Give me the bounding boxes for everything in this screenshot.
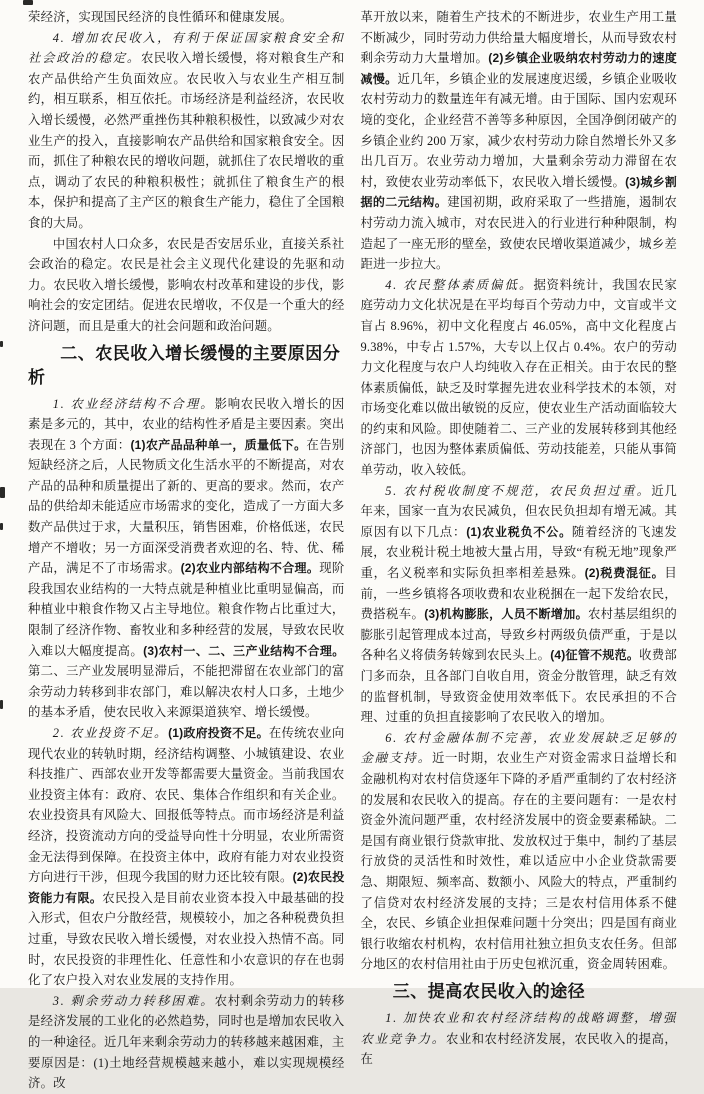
body-text: 收费部门多而杂，且各部门自收自用，资金分散管理，缺乏有效的监督机制，导致资金使用效率低下。农民承担的不合理、过重的负担直接影响了农民收入的增加。 — [360, 648, 677, 725]
paragraph — [361, 1008, 678, 1070]
point-lead-sentence: 2. 农业投资不足。 — [52, 726, 169, 740]
paragraph — [28, 234, 345, 337]
subpoint-title: (1)政府投资不足。 — [168, 726, 269, 740]
subpoint-title: (3)机构膨胀，人员不断增加。 — [424, 607, 588, 622]
column-left — [28, 7, 345, 1091]
body-text: 农村剩余劳动力的转移是经济发展的工业化的必然趋势，同时也是增加农民收入的一种途径。近几年来剩余劳动力的转移越来越困难，主要原因是：(1)土地经营规模越来越小，难以实现规模经济。改 — [28, 993, 345, 1091]
subpoint-title: (2)乡镇企业吸纳农村劳动力的速度减慢。 — [360, 51, 677, 86]
subpoint-title: (4)征管不规范。 — [550, 648, 640, 663]
paragraph — [28, 991, 345, 1094]
scan-artifact — [0, 341, 3, 347]
paragraph-continuation — [361, 7, 678, 275]
body-text: 目前，一些乡镇将各项收费和农业税捆在一起下发给农民，费搭税车。 — [360, 566, 677, 622]
scan-artifact — [0, 700, 3, 709]
paragraph — [361, 728, 678, 975]
body-text: 农民投入是目前农业资本投入中最基础的投入形式，但农户分散经营，规模较小，加之各种税费负担过重，导致农民收入增长缓慢，对农业投入热情不高。同时，农民投资的非理性化、任意性和小农意识的存在也弱化了农户投入对农业发展的支持作用。 — [28, 890, 345, 988]
subpoint-title: (3)城乡割据的二元结构。 — [360, 174, 678, 210]
scan-artifact — [23, 0, 33, 5]
scan-artifact — [0, 523, 3, 530]
section-heading: 三、提高农民收入的途径 — [392, 981, 586, 1001]
body-text: 建国初期，政府采取了一些措施，遏制农村劳动力流入城市，对农民进入的行业进行种种限制，构造起了一座无形的壁垒，致使农民增收渠道减少，城乡差距进一步拉大。 — [360, 195, 677, 272]
paragraph — [28, 723, 345, 991]
body-text: 荣经济，实现国民经济的良性循环和健康发展。 — [28, 10, 293, 24]
subpoint-title: (2)税费混征。 — [584, 566, 665, 581]
subpoint-title: (2)农民投资能力有限。 — [28, 870, 345, 905]
point-lead-sentence: 1. 加快农业和农村经济结构的战略调整，增强农业竞争力。 — [360, 1010, 677, 1046]
subpoint-title: (1)农业税负不公。 — [466, 524, 572, 539]
body-text: 农村基层组织的膨胀引起管理成本过高，导致乡村两级负债严重，于是以各种名义将债务转嫁到农民头上。 — [360, 607, 678, 663]
point-lead-sentence: 4. 增加农民收入，有利于保证国家粮食安全和社会政治的稳定。 — [28, 30, 345, 66]
body-text: 农民收入增长缓慢，将对粮食生产和农产品供给产生负面效应。农民收入与农业生产相互制约，相互联系，相互依托。市场经济是利益经济，农民收入增长缓慢，必然严重挫伤其种粮积极性，以致减少对农业生产的投入，直接影响农产品供给和国家粮食安全。因而，抓住了种粮农民的增收问题，就抓住了农民增收的重点，调动了农民的种粮积极性；就抓住了粮食生产的根本，保护和提高了主产区的粮食生产能力，稳住了全国粮食的大局。 — [28, 51, 345, 230]
point-lead-sentence: 6. 农村金融体制不完善，农业发展缺乏足够的金融支持。 — [360, 730, 677, 766]
body-text: 农业和农村经济发展，农民收入的提高，在 — [360, 1031, 677, 1067]
body-text: 近几年，乡镇企业的发展速度迟缓，乡镇企业吸收农村劳动力的数量连年有减无增。由于国际、国内宏观环境的变化，企业经营不善等多种原因，全国净倒闭破产的乡镇企业约 200 万家，减少农村劳动力除自然增长外又多出几百万。农业劳动力增加，大量剩余劳动力滞留在农村，致使农业劳动率低下，农民收入增长缓慢。 — [360, 71, 677, 189]
point-lead-sentence: 3. 剩余劳动力转移困难。 — [52, 993, 215, 1008]
body-text: 革开放以来，随着生产技术的不断进步，农业生产用工量不断减少，同时劳动力供给量大幅度增长，从而导致农村剩余劳动力大量增加。 — [360, 10, 677, 66]
subpoint-title: (2)农业内部结构不合理。 — [180, 561, 320, 576]
body-text: 近一时期，农业生产对资金需求日益增长和金融机构对农村信贷逐年下降的矛盾严重制约了农村经济的发展和农民收入的提高。存在的主要问题有：一是农村资金外流问题严重，农村经济发展中的资金要素稀缺。二是国有商业银行贷款审批、发放权过于集中，制约了基层行放贷的灵活性和时效性，难以适应中小企业贷款需要急、期限短、频率高、数额小、风险大的特点，严重制约了信贷对农村经济发展的支持；三是农村信用体系不健全，农民、乡镇企业担保难问题十分突出；四是国有商业银行收缩农村机构，农村信用社独立担负支农任务。但部分地区的农村信用社由于历史包袱沉重，资金周转困难。 — [360, 751, 677, 972]
body-text: 随着经济的飞速发展，农业税计税土地被大量占用，导致“有税无地”现象严重，名义税率和实际负担率相差悬殊。 — [360, 524, 678, 581]
body-text: 现阶段我国农业结构的一大特点就是种植业比重明显偏高，而种植业中粮食作物又占主导地位。粮食作物占比重过大，限制了经济作物、畜牧业和多种经营的发展，导致农民收入难以大幅度提高。 — [28, 561, 345, 658]
paragraph — [361, 481, 678, 728]
paragraph — [28, 28, 345, 234]
subpoint-title: (1)农产品品种单一，质量低下。 — [130, 437, 307, 452]
scan-artifact — [0, 487, 5, 498]
paragraph — [28, 394, 345, 724]
body-text: 据资料统计，我国农民家庭劳动力文化状况是在平均每百个劳动力中，文盲或半文盲占 8.96%，初中文化程度占 46.05%，高中文化程度占 9.38%，中专占 1.57%，大专以上仅占 0.4%。农户的劳动力文化程度与农户人均纯收入存在正相关。由于农民的整体素质偏低，缺乏及时掌握先进农业科学技术的本领，对市场变化难以做出敏锐的反应，使农业生产活动面临较大的约束和风险。即使随着二、三产业的发展转移到其他经济部门，也因为整体素质偏低、劳动技能差，只能从事简单劳动，收入较低。 — [360, 277, 677, 478]
subpoint-title: (3)农村一、二、三产业结构不合理。 — [143, 643, 345, 658]
body-text: 在传统农业向现代农业的转轨时期，经济结构调整、小城镇建设、农业科技推广、西部农业开发等都需要大量资金。当前我国农业投资主体有：政府、农民、集体合作组织和有关企业。农业投资具有风险大、回报低等特点。而市场经济是利益经济，投资流动方向的受益导向性十分明显，农业所需资金无法得到保障。在投资主体中，政府有能力对农业投资方向进行干涉，但现今我国的财力还比较有限。 — [28, 726, 345, 885]
body-text: 影响农民收入增长的因素是多元的，其中，农业的结构性矛盾是主要因素。突出表现在 3 个方面： — [28, 396, 345, 452]
body-text: 中国农村人口众多，农民是否安居乐业，直接关系社会政治的稳定。农民是社会主义现代化建设的先驱和动力。农民收入增长缓慢，影响农村改革和建设的步伐，影响社会的安定团结。促进农民增收，不仅是一个重大的经济问题，而且是重大的社会问题和政治问题。 — [28, 236, 345, 333]
body-text: 近几年来，国家一直为农民减负，但农民负担却有增无减。其原因有以下几点： — [360, 483, 678, 539]
paragraph — [361, 275, 678, 481]
body-text: 第二、三产业发展明显滞后，不能把滞留在农业部门的富余劳动力转移到非农部门，难以解决农村人口多，土地少的基本矛盾，使农民收入来源渠道狭窄、增长缓慢。 — [28, 664, 345, 720]
point-lead-sentence: 4. 农民整体素质偏低。 — [385, 277, 534, 292]
point-lead-sentence: 5. 农村税收制度不规范，农民负担过重。 — [385, 483, 652, 498]
body-text: 在告别短缺经济之后，人民物质文化生活水平的不断提高，对农产品的品种和质量提出了新的、更高的要求。然而，农产品的供给却未能适应市场需求的变化，造成了一方面大多数产品供过于求，大量积压，销售困难，价格低迷，农民增产不增收；另一方面深受消费者欢迎的名、特、优、稀产品，满足不了市场需求。 — [28, 437, 345, 576]
section-heading: 二、农民收入增长缓慢的主要原因分析 — [28, 343, 341, 387]
paragraph-continuation — [28, 7, 345, 28]
point-lead-sentence: 1. 农业经济结构不合理。 — [52, 396, 215, 411]
column-right — [360, 7, 678, 1067]
